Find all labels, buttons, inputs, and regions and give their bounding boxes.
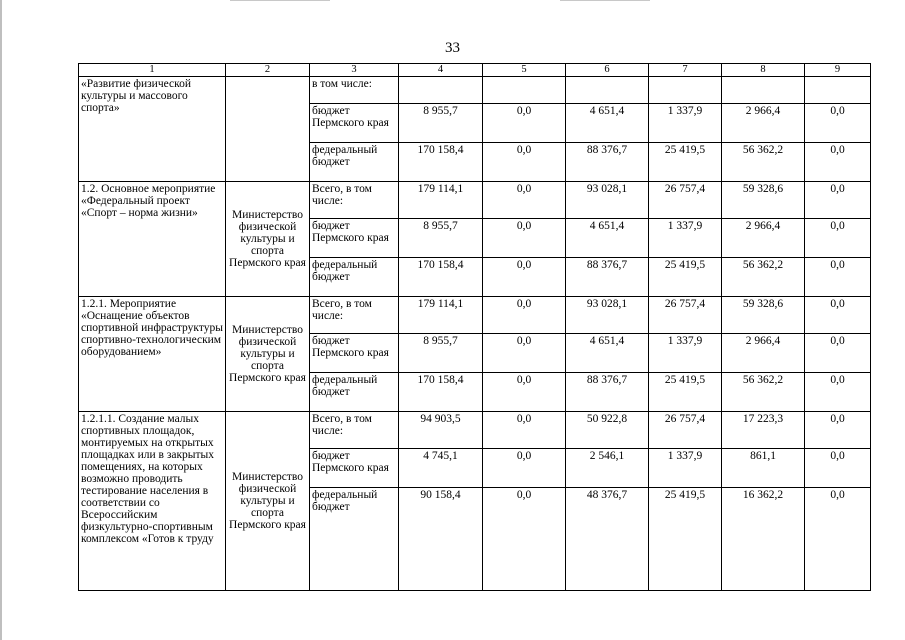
value-cell: 59 328,6 [722, 297, 805, 334]
value-cell: 0,0 [483, 143, 566, 182]
value-cell [722, 77, 805, 104]
value-cell: 56 362,2 [722, 373, 805, 412]
page-number: 33 [445, 40, 460, 56]
scan-line [560, 0, 650, 1]
column-number: 4 [399, 64, 483, 77]
value-cell: 0,0 [483, 258, 566, 297]
executor: Министерство физической культуры и спорта Пермского края [226, 297, 310, 412]
value-cell: 2 966,4 [722, 219, 805, 258]
value-cell: 59 328,6 [722, 182, 805, 219]
value-cell: 25 419,5 [649, 488, 722, 591]
value-cell: 56 362,2 [722, 258, 805, 297]
value-cell: 0,0 [805, 449, 871, 488]
value-cell: 170 158,4 [399, 143, 483, 182]
value-cell: 4 651,4 [566, 219, 649, 258]
value-cell: 0,0 [805, 143, 871, 182]
value-cell: 170 158,4 [399, 258, 483, 297]
funding-source: бюджет Пермского края [310, 449, 399, 488]
value-cell: 0,0 [805, 412, 871, 449]
value-cell: 2 966,4 [722, 334, 805, 373]
funding-source: федеральный бюджет [310, 143, 399, 182]
value-cell: 0,0 [483, 182, 566, 219]
value-cell: 88 376,7 [566, 258, 649, 297]
value-cell: 0,0 [483, 104, 566, 143]
value-cell: 0,0 [805, 104, 871, 143]
scan-line [230, 0, 330, 1]
value-cell: 179 114,1 [399, 182, 483, 219]
value-cell: 93 028,1 [566, 297, 649, 334]
value-cell: 1 337,9 [649, 219, 722, 258]
value-cell: 0,0 [483, 334, 566, 373]
value-cell: 0,0 [483, 219, 566, 258]
event-name: 1.2.1. Мероприятие «Оснащение объектов спортивной инфраструктуры спортивно-технологическим оборудованием» [79, 297, 226, 412]
value-cell: 90 158,4 [399, 488, 483, 591]
value-cell: 0,0 [805, 297, 871, 334]
value-cell: 88 376,7 [566, 143, 649, 182]
column-number-row [79, 64, 871, 77]
column-number: 2 [226, 64, 310, 77]
value-cell [566, 77, 649, 104]
value-cell: 25 419,5 [649, 143, 722, 182]
value-cell: 26 757,4 [649, 297, 722, 334]
funding-source: Всего, в том числе: [310, 297, 399, 334]
funding-source: федеральный бюджет [310, 258, 399, 297]
value-cell: 0,0 [483, 449, 566, 488]
funding-source: бюджет Пермского края [310, 104, 399, 143]
funding-source: федеральный бюджет [310, 373, 399, 412]
value-cell: 0,0 [483, 488, 566, 591]
value-cell: 8 955,7 [399, 219, 483, 258]
funding-source: бюджет Пермского края [310, 334, 399, 373]
executor [226, 77, 310, 182]
value-cell: 17 223,3 [722, 412, 805, 449]
value-cell: 8 955,7 [399, 104, 483, 143]
value-cell: 56 362,2 [722, 143, 805, 182]
value-cell: 25 419,5 [649, 373, 722, 412]
table-row [79, 182, 871, 219]
column-number: 3 [310, 64, 399, 77]
event-name: «Развитие физической культуры и массового спорта» [79, 77, 226, 182]
value-cell: 2 966,4 [722, 104, 805, 143]
value-cell: 25 419,5 [649, 258, 722, 297]
value-cell: 48 376,7 [566, 488, 649, 591]
column-number: 6 [566, 64, 649, 77]
funding-source: в том числе: [310, 77, 399, 104]
column-number: 5 [483, 64, 566, 77]
event-name: 1.2. Основное мероприятие «Федеральный проект «Спорт – норма жизни» [79, 182, 226, 297]
value-cell: 0,0 [805, 373, 871, 412]
value-cell: 2 546,1 [566, 449, 649, 488]
column-number: 7 [649, 64, 722, 77]
value-cell: 26 757,4 [649, 412, 722, 449]
value-cell: 861,1 [722, 449, 805, 488]
value-cell: 1 337,9 [649, 449, 722, 488]
value-cell: 1 337,9 [649, 334, 722, 373]
value-cell: 88 376,7 [566, 373, 649, 412]
value-cell: 4 651,4 [566, 334, 649, 373]
funding-source: Всего, в том числе: [310, 412, 399, 449]
value-cell: 0,0 [483, 297, 566, 334]
value-cell: 0,0 [805, 219, 871, 258]
value-cell: 94 903,5 [399, 412, 483, 449]
column-number: 8 [722, 64, 805, 77]
value-cell [649, 77, 722, 104]
table-row [79, 412, 871, 449]
budget-table [78, 63, 871, 591]
executor: Министерство физической культуры и спорта Пермского края [226, 412, 310, 591]
value-cell [399, 77, 483, 104]
value-cell: 170 158,4 [399, 373, 483, 412]
value-cell: 0,0 [483, 373, 566, 412]
column-number: 9 [805, 64, 871, 77]
value-cell: 93 028,1 [566, 182, 649, 219]
column-number: 1 [79, 64, 226, 77]
funding-source: Всего, в том числе: [310, 182, 399, 219]
value-cell: 26 757,4 [649, 182, 722, 219]
value-cell: 4 745,1 [399, 449, 483, 488]
funding-source: федеральный бюджет [310, 488, 399, 591]
event-name: 1.2.1.1. Создание малых спортивных площадок, монтируемых на открытых площадках или в закрытых помещениях, на которых возможно проводить тестирование населения в соответствии со Всероссийским физкультурно-спортивным комплексом «Готов к труду [79, 412, 226, 591]
table-row [79, 297, 871, 334]
funding-source: бюджет Пермского края [310, 219, 399, 258]
value-cell: 4 651,4 [566, 104, 649, 143]
value-cell: 0,0 [805, 334, 871, 373]
table-row [79, 77, 871, 104]
executor: Министерство физической культуры и спорта Пермского края [226, 182, 310, 297]
value-cell: 16 362,2 [722, 488, 805, 591]
value-cell: 8 955,7 [399, 334, 483, 373]
value-cell: 0,0 [805, 488, 871, 591]
value-cell: 0,0 [483, 412, 566, 449]
value-cell: 179 114,1 [399, 297, 483, 334]
value-cell: 1 337,9 [649, 104, 722, 143]
value-cell: 0,0 [805, 182, 871, 219]
value-cell: 0,0 [805, 258, 871, 297]
page-edge [0, 0, 2, 640]
value-cell: 50 922,8 [566, 412, 649, 449]
value-cell [483, 77, 566, 104]
value-cell [805, 77, 871, 104]
